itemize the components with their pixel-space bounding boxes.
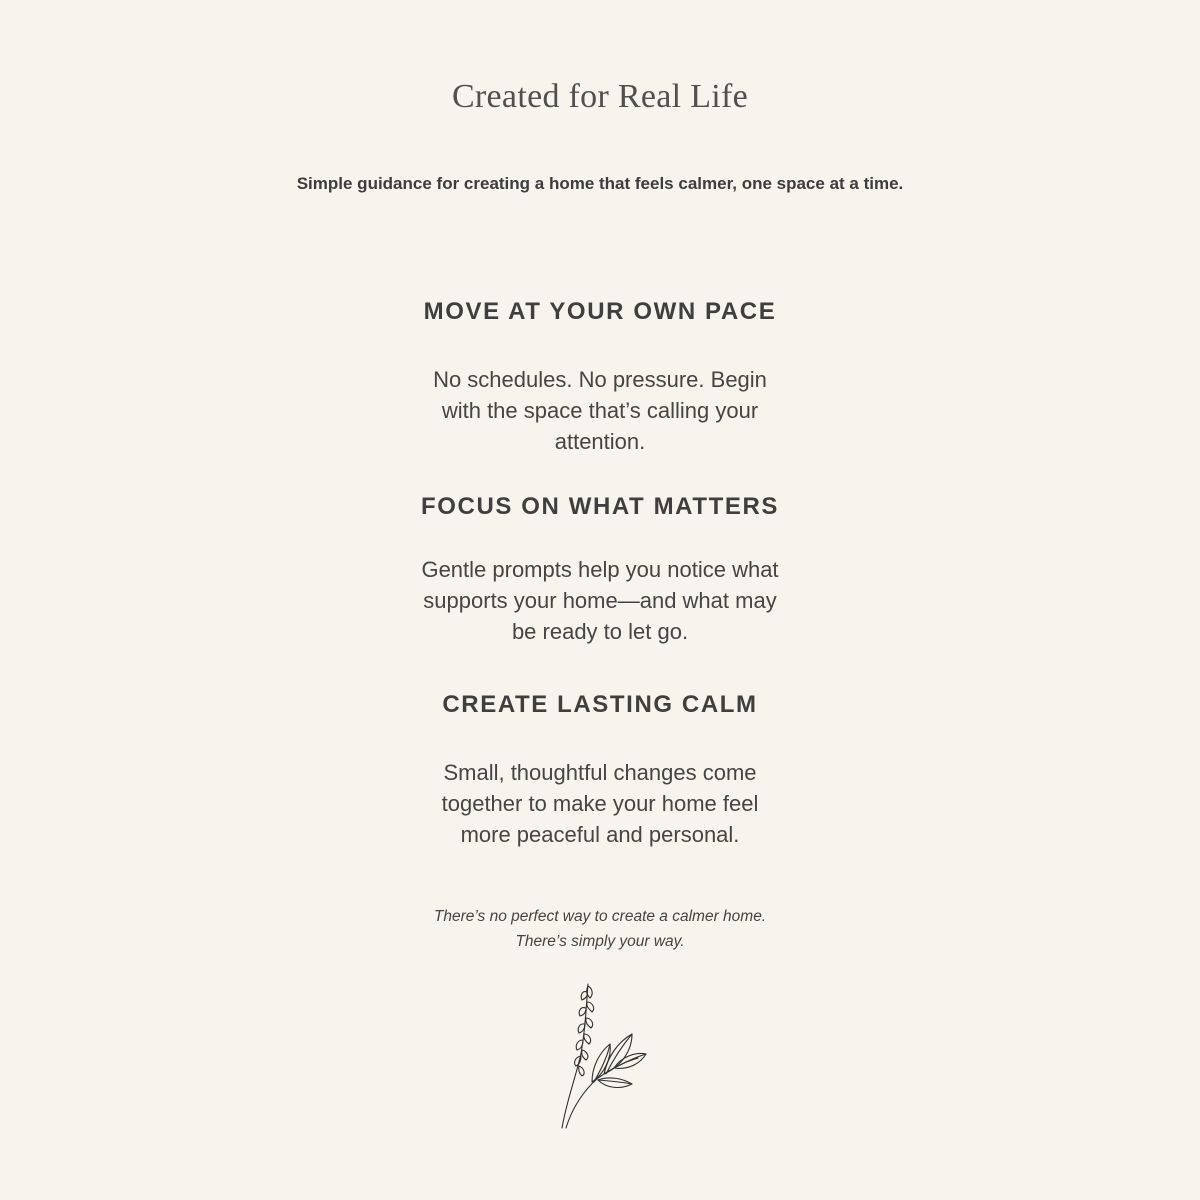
page-subtitle: Simple guidance for creating a home that feels calmer, one space at a time.	[296, 174, 904, 193]
feature-body-focus: Gentle prompts help you notice what supports your home—and what may be ready to let go.	[421, 557, 779, 644]
feature-body-calm: Small, thoughtful changes come together to make your home feel more peaceful and personal.	[441, 760, 759, 847]
page-title: Created for Real Life	[451, 78, 749, 115]
closing-line-1: There’s no perfect way to create a calmer home.	[433, 908, 767, 925]
feature-body-pace: No schedules. No pressure. Begin with the space that’s calling your attention.	[433, 367, 767, 454]
feature-heading-calm: CREATE LASTING CALM	[442, 691, 758, 718]
feature-heading-focus: FOCUS ON WHAT MATTERS	[420, 493, 779, 520]
closing-quote	[0, 904, 1200, 954]
closing-line-2: There’s simply your way.	[515, 933, 685, 950]
feature-heading-pace: MOVE AT YOUR OWN PACE	[423, 298, 777, 325]
botanical-sprig-icon	[552, 978, 648, 1134]
